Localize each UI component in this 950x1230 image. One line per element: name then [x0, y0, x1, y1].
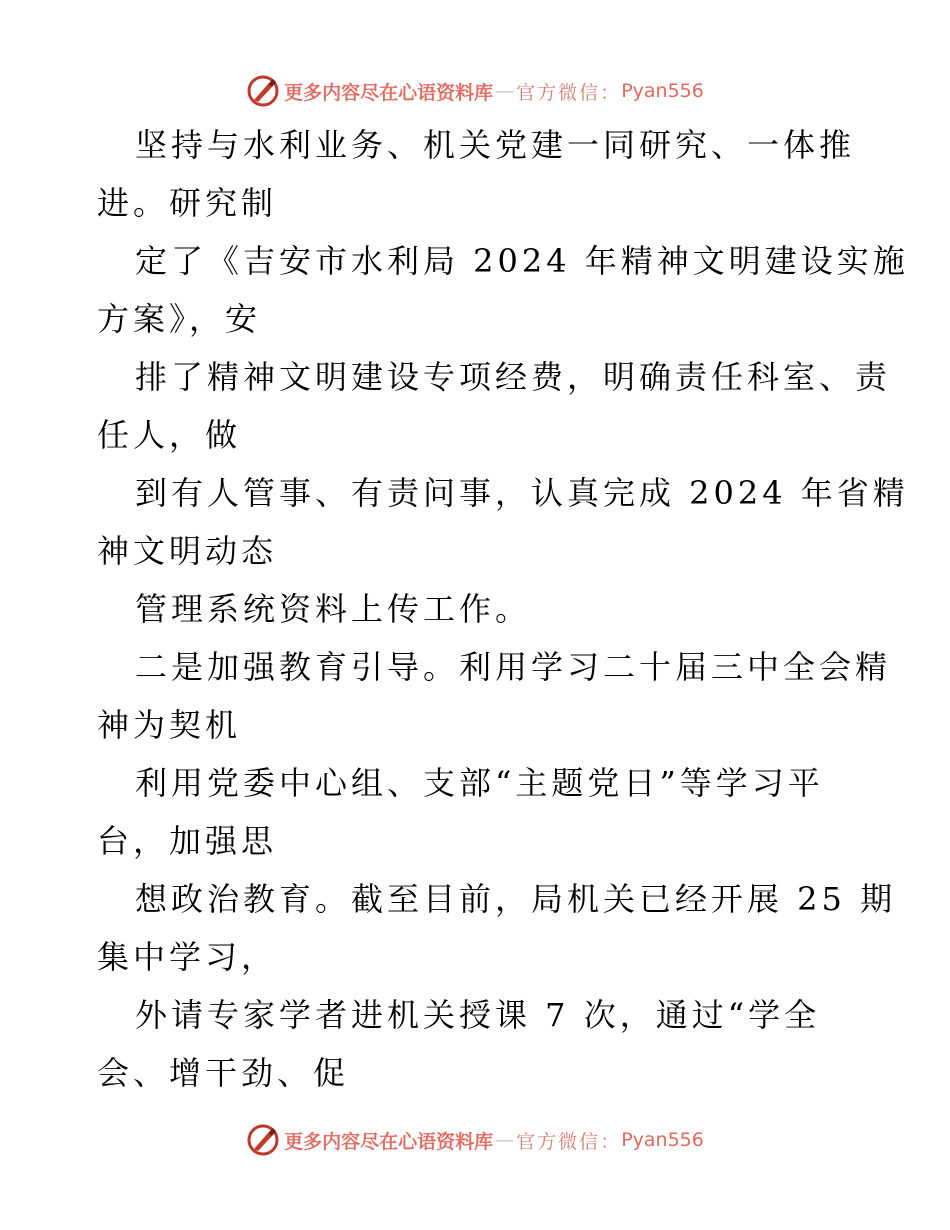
text-line: 神为契机 — [97, 706, 242, 744]
watermark-label: 官方微信： — [516, 81, 622, 104]
brush-logo-icon — [246, 74, 280, 108]
header-watermark — [0, 71, 950, 111]
text-line: 神文明动态 — [97, 532, 278, 570]
text-line: 二是加强教育引导。利用学习二十届三中全会精 — [135, 648, 892, 686]
watermark-wechat-id: Pyan556 — [621, 80, 704, 102]
brush-logo-icon — [246, 1123, 280, 1157]
text-line: 外请专家学者进机关授课 7 次，通过“学全 — [135, 996, 821, 1034]
text-line: 坚持与水利业务、机关党建一同研究、一体推 — [135, 126, 856, 164]
watermark-dash: — — [495, 80, 515, 102]
document-body — [97, 116, 909, 1102]
watermark-brand: 更多内容尽在心语资料库 — [284, 1130, 494, 1153]
text-line: 排了精神文明建设专项经费，明确责任科室、责 — [135, 358, 892, 396]
text-line: 方案》，安 — [97, 300, 262, 338]
text-line: 到有人管事、有责问事，认真完成 2024 年省精 — [135, 474, 909, 512]
text-line: 定了《吉安市水利局 2024 年精神文明建设实施 — [135, 242, 909, 280]
text-line: 会、增干劲、促 — [97, 1054, 350, 1092]
text-line: 任人，做 — [97, 416, 242, 454]
text-line: 集中学习， — [97, 938, 278, 976]
watermark-brand: 更多内容尽在心语资料库 — [284, 81, 494, 104]
text-line: 管理系统资料上传工作。 — [135, 590, 532, 628]
text-line: 进。研究制 — [97, 184, 278, 222]
footer-watermark — [0, 1120, 950, 1160]
text-line: 利用党委中心组、支部“主题党日”等学习平 — [135, 764, 824, 802]
watermark-wechat-id: Pyan556 — [621, 1129, 704, 1151]
text-line: 想政治教育。截至目前，局机关已经开展 25 期 — [135, 880, 897, 918]
watermark-label: 官方微信： — [516, 1130, 622, 1153]
text-line: 台，加强思 — [97, 822, 278, 860]
watermark-dash: — — [495, 1129, 515, 1151]
